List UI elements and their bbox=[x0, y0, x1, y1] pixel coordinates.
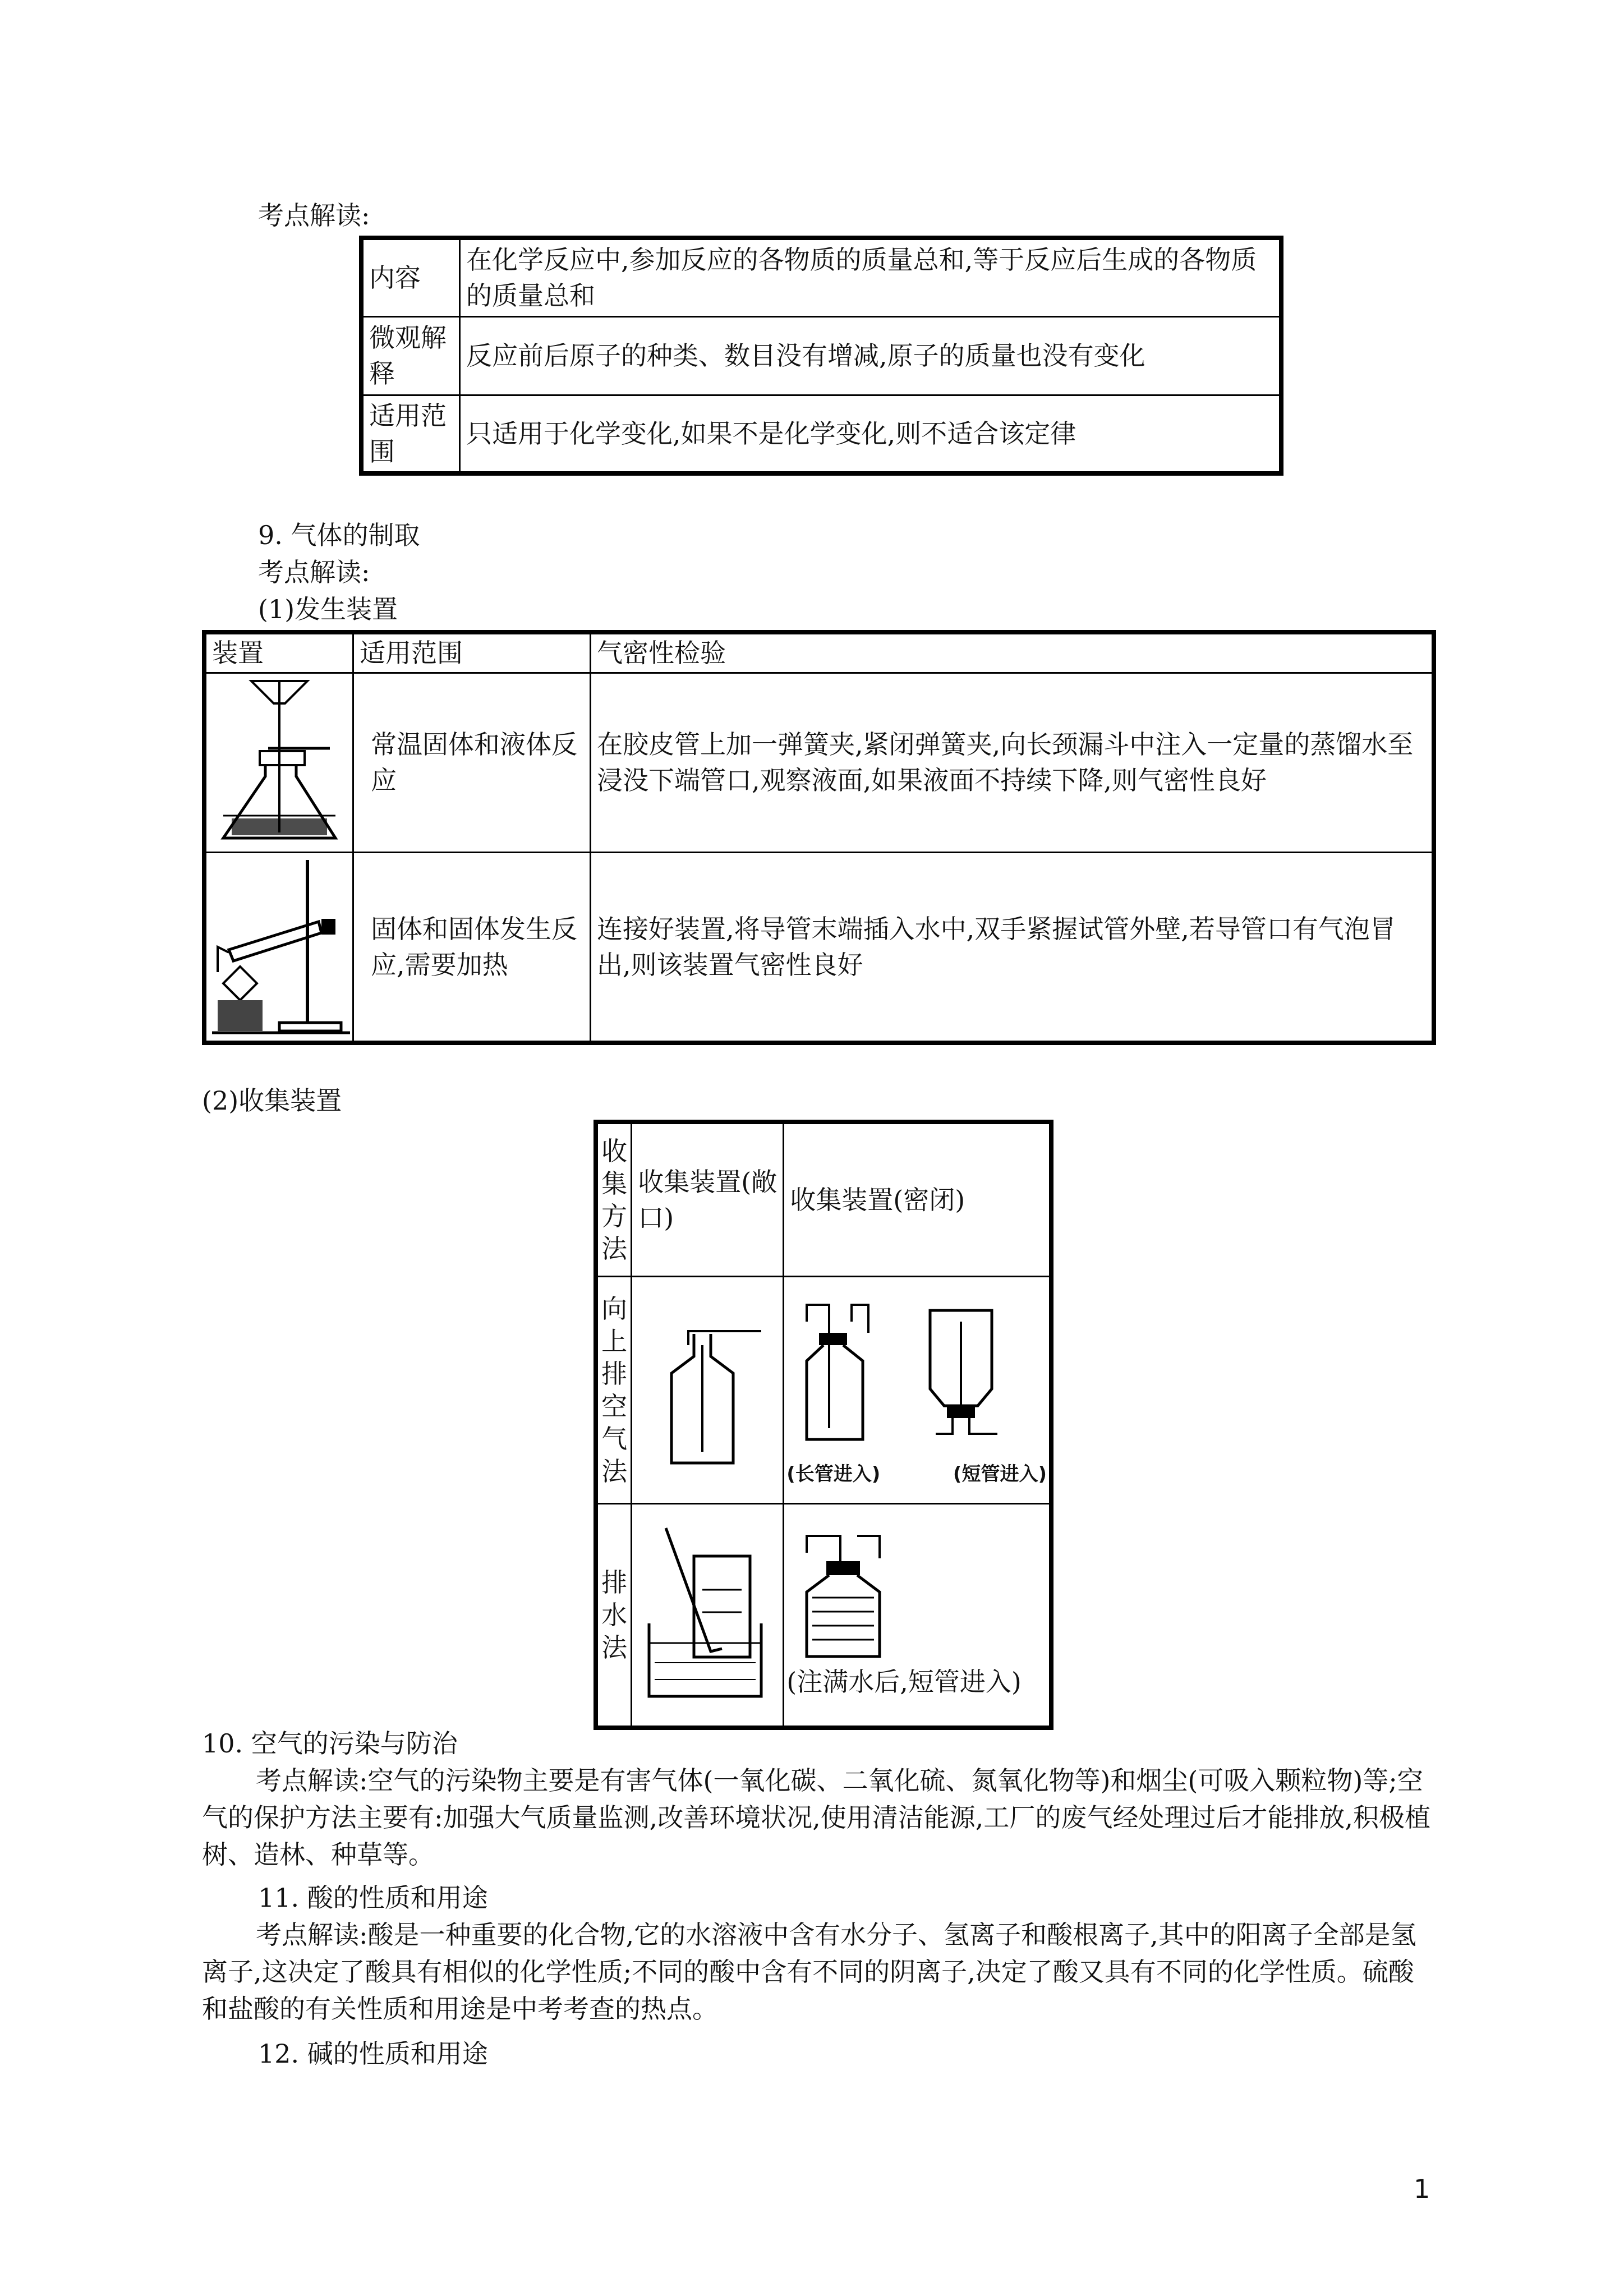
row-label: 微观解释 bbox=[361, 316, 460, 395]
header-check: 气密性检验 bbox=[591, 632, 1434, 673]
row-text: 在化学反应中,参加反应的各物质的质量总和,等于反应后生成的各物质的质量总和 bbox=[460, 238, 1282, 316]
row-label: 适用范围 bbox=[361, 395, 460, 473]
flask-funnel-apparatus-icon bbox=[204, 673, 353, 852]
section-11-title: 11. 酸的性质和用途 bbox=[258, 1883, 488, 1913]
check-text: 在胶皮管上加一弹簧夹,紧闭弹簧夹,向长颈漏斗中注入一定量的蒸馏水至浸没下端管口,观察液面,如果液面不持续下降,则气密性良好 bbox=[591, 673, 1434, 852]
water-trough-icon bbox=[632, 1503, 784, 1728]
sub-heading-collection: (2)收集装置 bbox=[202, 1085, 342, 1116]
method-water-displacement: 排水法 bbox=[596, 1503, 632, 1728]
closed-bottles-cell bbox=[784, 1276, 1051, 1503]
section-12-title: 12. 碱的性质和用途 bbox=[258, 2039, 488, 2069]
section-10-text: 考点解读:空气的污染物主要是有害气体(一氧化碳、二氧化硫、氮氧化物等)和烟尘(可吸入颗粒物)等;空气的保护方法主要有:加强大气质量监测,改善环境状况,使用清洁能源,工厂的废气经处理过后才能排放,积极植树、造林、种草等。 bbox=[202, 1765, 1430, 1870]
header-closed: 收集装置(密闭) bbox=[784, 1122, 1051, 1276]
method-upward-air: 向上排空气法 bbox=[596, 1276, 632, 1503]
header-apparatus: 装置 bbox=[204, 632, 353, 673]
collection-apparatus-table bbox=[594, 1120, 1053, 1730]
water-note: (注满水后,短管进入) bbox=[786, 1666, 1022, 1697]
scope-text: 固体和固体发生反应,需要加热 bbox=[353, 852, 591, 1043]
caption-short-tube: (短管进入) bbox=[953, 1462, 1047, 1485]
header-open: 收集装置(敞口) bbox=[632, 1122, 784, 1276]
row-text: 只适用于化学变化,如果不是化学变化,则不适合该定律 bbox=[460, 395, 1282, 473]
section-9-title: 9. 气体的制取 bbox=[258, 520, 420, 550]
sub-heading-generation: (1)发生装置 bbox=[258, 594, 398, 624]
heated-test-tube-apparatus-icon bbox=[204, 852, 353, 1043]
section-11-text: 考点解读:酸是一种重要的化合物,它的水溶液中含有水分子、氢离子和酸根离子,其中的阳离子全部是氢离子,这决定了酸具有相似的化学性质;不同的酸中含有不同的阴离子,决定了酸又具有不同的化学性质。硫酸和盐酸的有关性质和用途是中考考查的热点。 bbox=[202, 1920, 1416, 2024]
header-scope: 适用范围 bbox=[353, 632, 591, 673]
law-of-conservation-table bbox=[359, 236, 1283, 476]
gas-bottle-water-cell bbox=[784, 1503, 1051, 1728]
page-number: 1 bbox=[1414, 2174, 1430, 2204]
closed-bottle-icons bbox=[784, 1288, 1020, 1456]
check-text: 连接好装置,将导管末端插入水中,双手紧握试管外壁,若导管口有气泡冒出,则该装置气密性良好 bbox=[591, 852, 1434, 1043]
row-label: 内容 bbox=[361, 238, 460, 316]
section-10-title: 10. 空气的污染与防治 bbox=[202, 1728, 458, 1759]
caption-long-tube: (长管进入) bbox=[786, 1462, 881, 1485]
row-text: 反应前后原子的种类、数目没有增减,原子的质量也没有变化 bbox=[460, 316, 1282, 395]
scope-text: 常温固体和液体反应 bbox=[353, 673, 591, 852]
reading-label-8: 考点解读: bbox=[258, 200, 370, 231]
open-bottle-icon bbox=[632, 1276, 784, 1503]
reading-label-9: 考点解读: bbox=[258, 557, 370, 587]
header-method: 收集方法 bbox=[596, 1122, 632, 1276]
gas-bottle-water-icon bbox=[784, 1530, 924, 1659]
generation-apparatus-table bbox=[202, 630, 1436, 1045]
